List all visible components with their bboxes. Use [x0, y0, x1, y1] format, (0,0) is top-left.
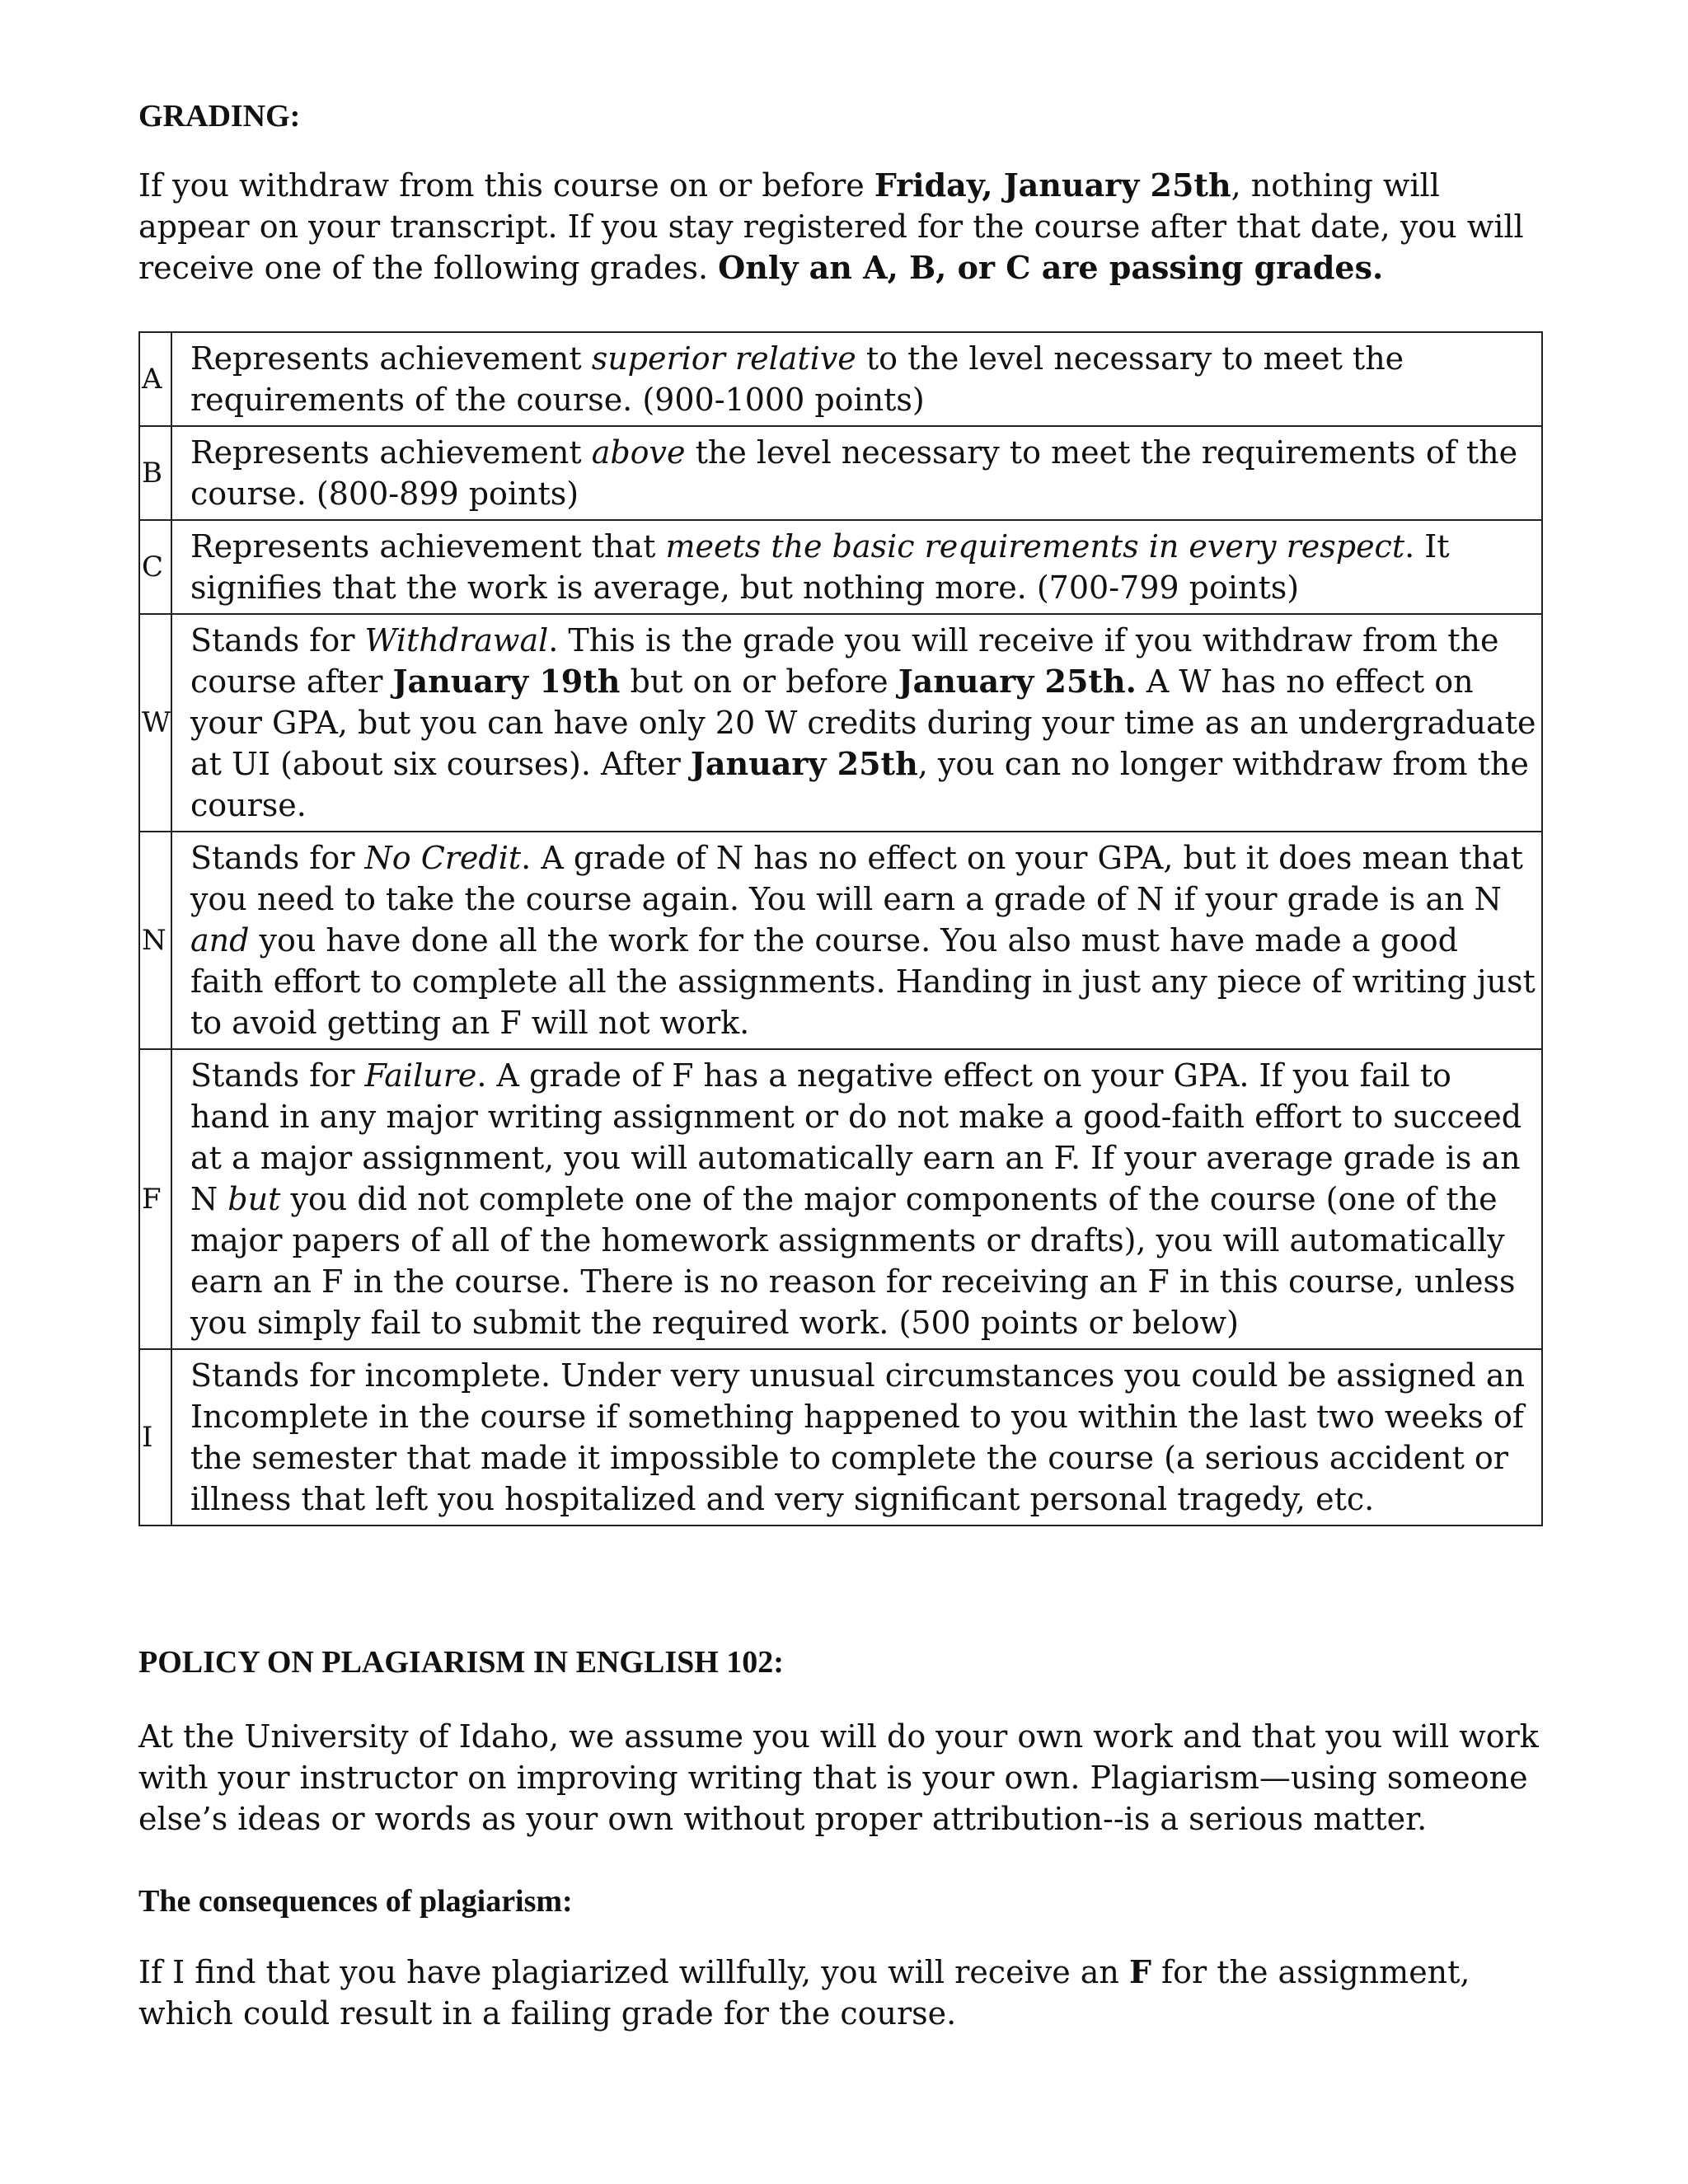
- consequences-heading: The consequences of plagiarism:: [138, 1884, 573, 1919]
- grade-description: Represents achievement that meets the basic requirements in every respect. It signifies that the work is average, but nothing more. (700-799 points): [171, 520, 1542, 614]
- grade-description: Represents achievement above the level necessary to meet the requirements of the course. (800-899 points): [171, 426, 1542, 520]
- grade-letter: A: [139, 332, 171, 426]
- grade-row-c: [139, 520, 1542, 614]
- grade-description: Stands for No Credit. A grade of N has no effect on your GPA, but it does mean that you need to take the course again. You will earn a grade of N if your grade is an N and you have done all the work for the course. You also must have made a good faith effort to complete all the assignments. Handing in just any piece of writing just to avoid getting an F will not work.: [171, 832, 1542, 1049]
- grade-row-a: [139, 332, 1542, 426]
- grade-letter: B: [139, 426, 171, 520]
- grade-letter: N: [139, 832, 171, 1049]
- grade-description: Stands for Failure. A grade of F has a negative effect on your GPA. If you fail to hand in any major writing assignment or do not make a good-faith effort to succeed at a major assignment, you will automatically earn an F. If your average grade is an N but you did not complete one of the major components of the course (one of the major papers of all of the homework assignments or drafts), you will automatically earn an F in the course. There is no reason for receiving an F in this course, unless you simply fail to submit the required work. (500 points or below): [171, 1049, 1542, 1349]
- grade-row-f: [139, 1049, 1542, 1349]
- grading-intro: If you withdraw from this course on or before Friday, January 25th, nothing will appear on your transcript. If you stay registered for the course after that date, you will receive one of the following grades. Only an A, B, or C are passing grades.: [138, 166, 1524, 286]
- grade-row-w: [139, 614, 1542, 832]
- plagiarism-intro: At the University of Idaho, we assume you will do your own work and that you will work with your instructor on improving writing that is your own. Plagiarism—using someone else’s ideas or words as your own without proper attribution--is a serious matter.: [138, 1718, 1539, 1837]
- grade-row-n: [139, 832, 1542, 1049]
- grading-heading: GRADING:: [138, 99, 301, 134]
- grade-row-i: [139, 1349, 1542, 1526]
- grade-letter: I: [139, 1349, 171, 1526]
- plagiarism-heading: POLICY ON PLAGIARISM IN ENGLISH 102:: [138, 1645, 784, 1680]
- grade-row-b: [139, 426, 1542, 520]
- consequences-text: If I find that you have plagiarized willfully, you will receive an F for the assignment, which could result in a failing grade for the course.: [138, 1953, 1470, 2032]
- grade-description: Stands for incomplete. Under very unusual circumstances you could be assigned an Incomplete in the course if something happened to you within the last two weeks of the semester that made it impossible to complete the course (a serious accident or illness that left you hospitalized and very significant personal tragedy, etc.: [171, 1349, 1542, 1526]
- grade-description: Stands for Withdrawal. This is the grade you will receive if you withdraw from the course after January 19th but on or before January 25th. A W has no effect on your GPA, but you can have only 20 W credits during your time as an undergraduate at UI (about six courses). After January 25th, you can no longer withdraw from the course.: [171, 614, 1542, 832]
- grade-description: Represents achievement superior relative to the level necessary to meet the requirements of the course. (900-1000 points): [171, 332, 1542, 426]
- grade-letter: C: [139, 520, 171, 614]
- grade-letter: F: [139, 1049, 171, 1349]
- grade-letter: W: [139, 614, 171, 832]
- grades-table: [138, 331, 1543, 1526]
